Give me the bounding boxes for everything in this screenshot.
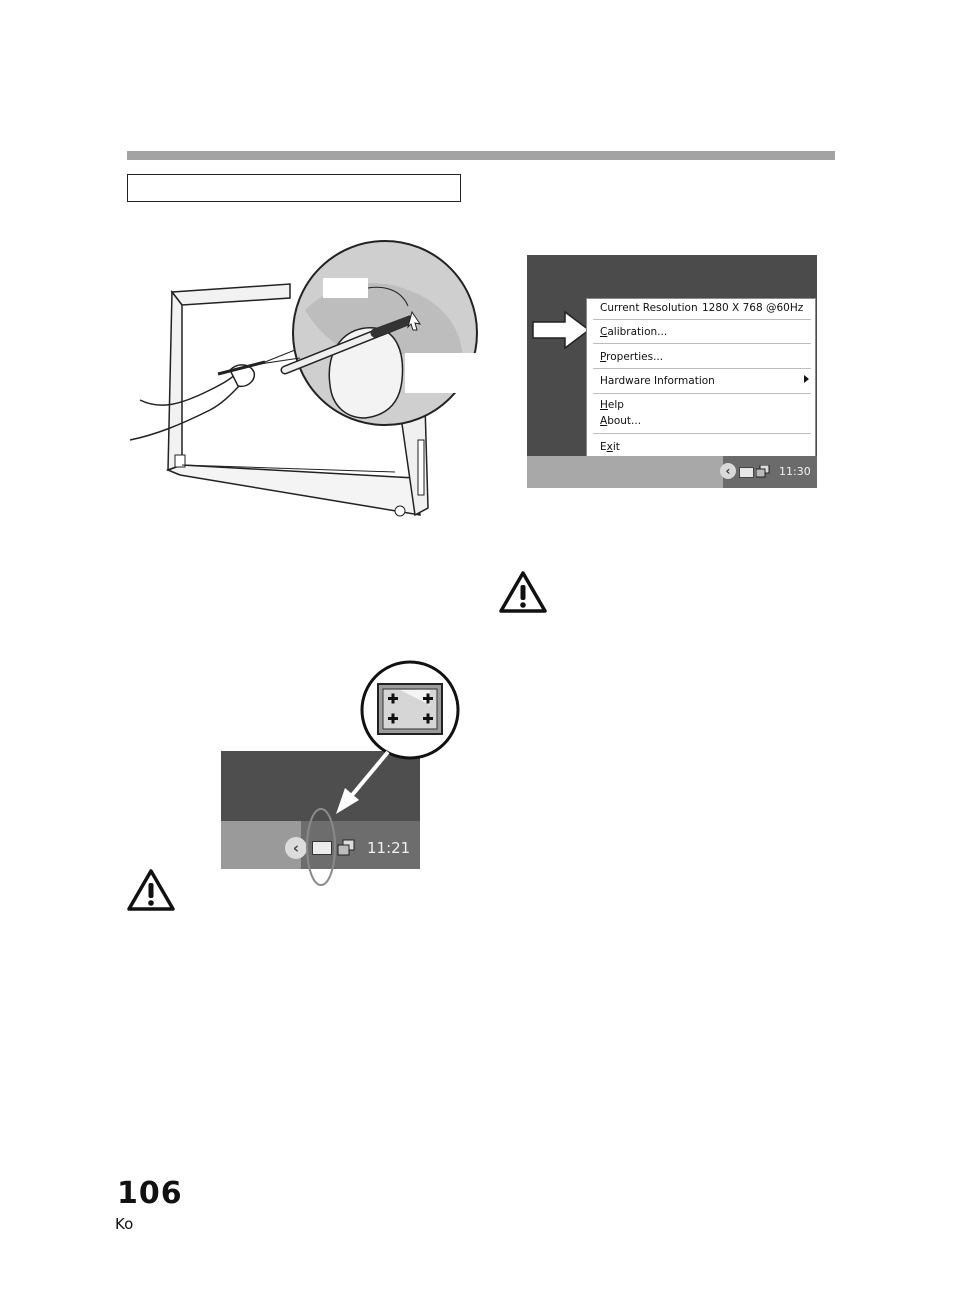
right-arrow-icon <box>531 310 591 350</box>
chevron-left-icon[interactable]: ‹ <box>285 837 307 859</box>
section-title-box <box>127 174 461 202</box>
network-icon[interactable] <box>756 465 770 478</box>
menu-separator <box>593 319 811 320</box>
context-menu-screenshot <box>527 255 817 488</box>
menu-item-hardware-information[interactable]: Hardware Information <box>600 375 715 387</box>
tray-context-menu <box>586 298 816 457</box>
page-number: 106 <box>117 1176 183 1211</box>
menu-separator <box>593 368 811 369</box>
chevron-left-icon[interactable]: ‹ <box>720 463 736 479</box>
menu-separator <box>593 433 811 434</box>
taskbar-clock: 11:30 <box>779 465 811 478</box>
menu-item-current-resolution: Current Resolution <box>600 302 698 314</box>
menu-item-calibration[interactable]: Calibration... <box>600 326 668 338</box>
menu-item-help[interactable]: Help <box>600 399 624 411</box>
taskbar <box>527 456 817 488</box>
tray-icon-zoom-callout <box>290 660 470 890</box>
warning-triangle-icon <box>498 570 548 614</box>
menu-separator <box>593 393 811 394</box>
warning-triangle-icon <box>126 868 176 912</box>
current-resolution-value: 1280 X 768 @60Hz <box>702 302 804 314</box>
taskbar-clock: 11:21 <box>367 839 411 857</box>
triangle-right-icon <box>804 375 809 383</box>
menu-separator <box>593 343 811 344</box>
menu-item-properties[interactable]: Properties... <box>600 351 664 363</box>
calibration-tray-icon[interactable] <box>739 467 754 478</box>
display-pen-illustration <box>120 240 485 535</box>
menu-item-about[interactable]: About... <box>600 415 642 427</box>
section-rule <box>127 151 835 160</box>
language-code: Ko <box>115 1215 134 1233</box>
menu-item-exit[interactable]: Exit <box>600 441 620 453</box>
